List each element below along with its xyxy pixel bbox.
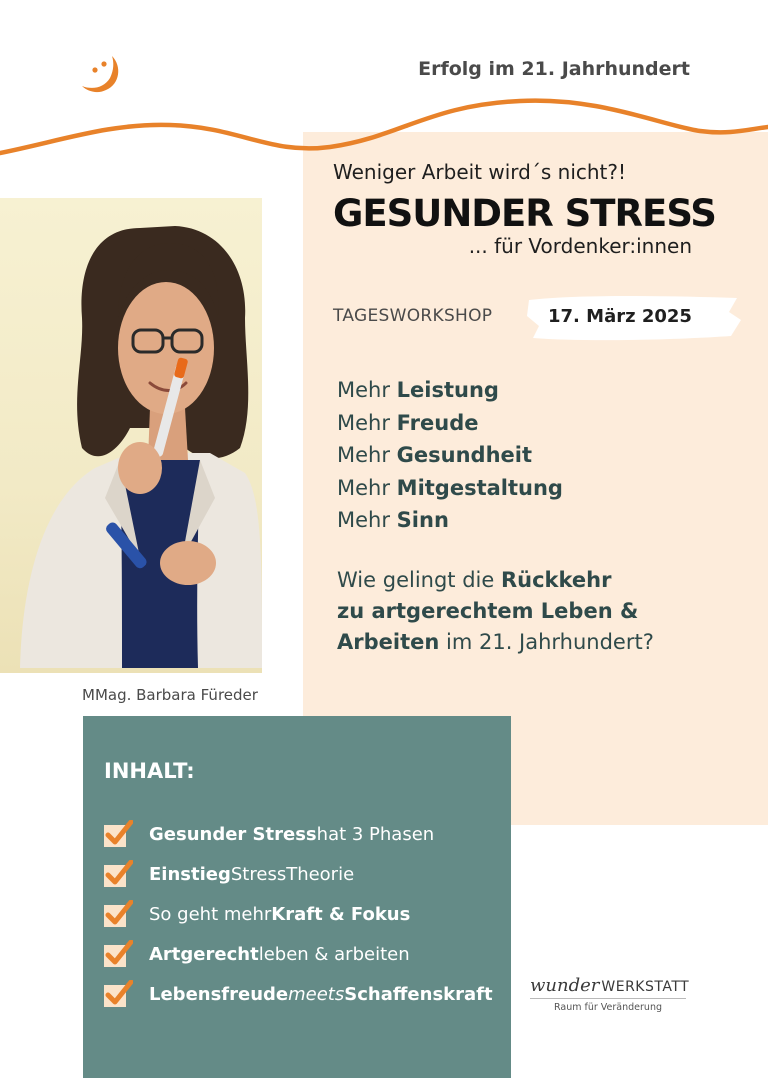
benefit-item: Mehr Leistung (337, 378, 499, 402)
event-title: GESUNDER STRESS (333, 192, 716, 235)
checkbox-check-icon (103, 980, 133, 1008)
event-audience: ... für Vordenker:innen (468, 234, 692, 258)
content-item: So geht mehr Kraft & Fokus (103, 894, 493, 934)
benefit-item: Mehr Sinn (337, 508, 449, 532)
content-box (83, 716, 511, 1078)
event-date: 17. März 2025 (548, 306, 692, 327)
content-item: Artgerecht leben & arbeiten (103, 934, 493, 974)
brand-name-part2: WERKSTATT (601, 979, 690, 995)
header-title: Erfolg im 21. Jahrhundert (418, 58, 690, 80)
workshop-type-label: TAGESWORKSHOP (333, 306, 493, 326)
content-item: Lebensfreude meets Schaffenskraft (103, 974, 493, 1014)
checkbox-check-icon (103, 860, 133, 888)
portrait-illustration (0, 198, 262, 673)
checkbox-check-icon (103, 900, 133, 928)
event-subtitle: Weniger Arbeit wird´s nicht?! (333, 160, 627, 184)
portrait-photo (0, 198, 262, 673)
benefit-item: Mehr Mitgestaltung (337, 475, 563, 500)
content-list (103, 814, 493, 1014)
checkbox-check-icon (103, 940, 133, 968)
key-question: Wie gelingt die Rückkehr zu artgerechtem Leben & Arbeiten im 21. Jahrhundert? (337, 568, 654, 654)
content-item: Einstieg StressTheorie (103, 854, 493, 894)
brand-logo (530, 975, 690, 1013)
brand-divider (530, 998, 686, 999)
benefit-item: Mehr Freude (337, 410, 479, 435)
checkbox-check-icon (103, 820, 133, 848)
content-item: Gesunder Stress hat 3 Phasen (103, 814, 493, 854)
content-heading: INHALT: (104, 759, 195, 783)
benefit-item: Mehr Gesundheit (337, 443, 533, 467)
brand-tagline: Raum für Veränderung (553, 1002, 662, 1013)
brand-name-part1: wunder (530, 975, 600, 996)
photo-caption: MMag. Barbara Füreder (82, 686, 258, 704)
benefits-list (337, 374, 563, 537)
